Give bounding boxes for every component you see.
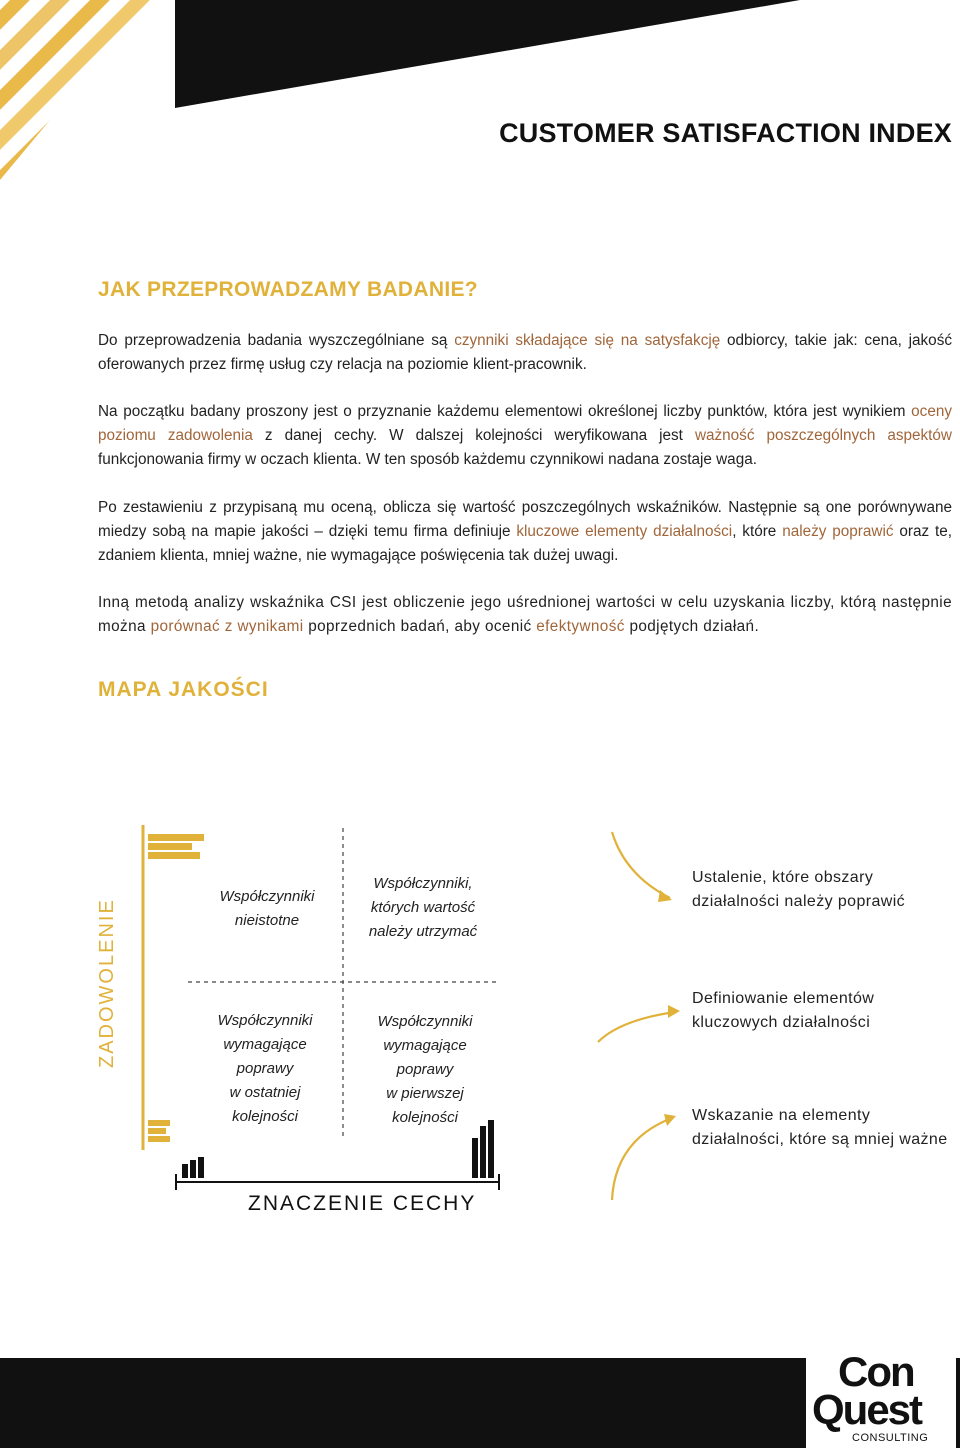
- quadrant-bottom-left: Współczynniki wymagające poprawy w ostatniej kolejności: [217, 1012, 313, 1125]
- quadrant-top-right: Współczynniki, których wartość należy utrzymać: [368, 875, 478, 940]
- x-axis-label: ZNACZENIE CECHY: [248, 1192, 477, 1215]
- section-heading-survey: JAK PRZEPROWADZAMY BADANIE?: [98, 278, 478, 301]
- importance-low-icon: [182, 1157, 204, 1178]
- outcome-1: Ustalenie, które obszary działalności należy poprawić: [692, 869, 906, 910]
- arrows-group: [598, 832, 675, 1200]
- y-axis-label: ZADOWOLENIE: [96, 898, 118, 1068]
- logo-subtitle: CONSULTING: [852, 1432, 929, 1444]
- satisfaction-low-icon: [148, 1120, 170, 1142]
- arrow-1: [612, 832, 670, 898]
- logo: [806, 1348, 956, 1448]
- outcome-2: Definiowanie elementów kluczowych działalności: [692, 990, 875, 1031]
- arrow-2: [598, 1012, 675, 1042]
- header-banner-shape: [0, 0, 960, 110]
- arrow-3: [612, 1118, 672, 1200]
- logo-line-2: Quest: [812, 1386, 922, 1433]
- paragraph-2: Na początku badany proszony jest o przyznanie każdemu elementowi określonej liczby punktów, która jest wynikiem oceny poziomu zadowolenia z danej cechy. W dalszej kolejności weryfikowana jest ważność poszczególnych aspektów funkcjonowania firmy w oczach klienta. W ten sposób każdemu czynnikowi nadana zostaje waga.: [98, 403, 952, 468]
- logo-line-1: Con: [838, 1348, 914, 1395]
- paragraph-3: Po zestawieniu z przypisaną mu oceną, oblicza się wartość poszczególnych wskaźników. Następnie są one porównywane miedzy sobą na mapie jakości – dzięki temu firma definiuje kluczowe elementy działalności, które należy poprawić oraz te, zdaniem klienta, mniej ważne, nie wymagające poświęcenia tak dużej uwagi.: [98, 499, 953, 564]
- quadrant-top-left: Współczynniki nieistotne: [219, 888, 315, 929]
- satisfaction-high-icon: [148, 834, 204, 859]
- paragraph-1: Do przeprowadzenia badania wyszczególniane są czynniki składające się na satysfakcję odbiorcy, takie jak: cena, jakość oferowanych przez firmę usług czy relacja na poziomie klient-pracownik.: [98, 332, 952, 373]
- quadrant-bottom-right: Współczynniki wymagające poprawy w pierwszej kolejności: [377, 1013, 473, 1126]
- outcome-3: Wskazanie na elementy działalności, które są mniej ważne: [692, 1107, 948, 1148]
- page-title: CUSTOMER SATISFACTION INDEX: [499, 118, 952, 148]
- section-heading-quality-map: MAPA JAKOŚCI: [98, 678, 269, 701]
- paragraph-4: Inną metodą analizy wskaźnika CSI jest obliczenie jego uśrednionej wartości w celu uzyskania liczby, którą następnie można porównać z wynikami poprzednich badań, aby ocenić efektywność podjętych działań.: [98, 594, 952, 635]
